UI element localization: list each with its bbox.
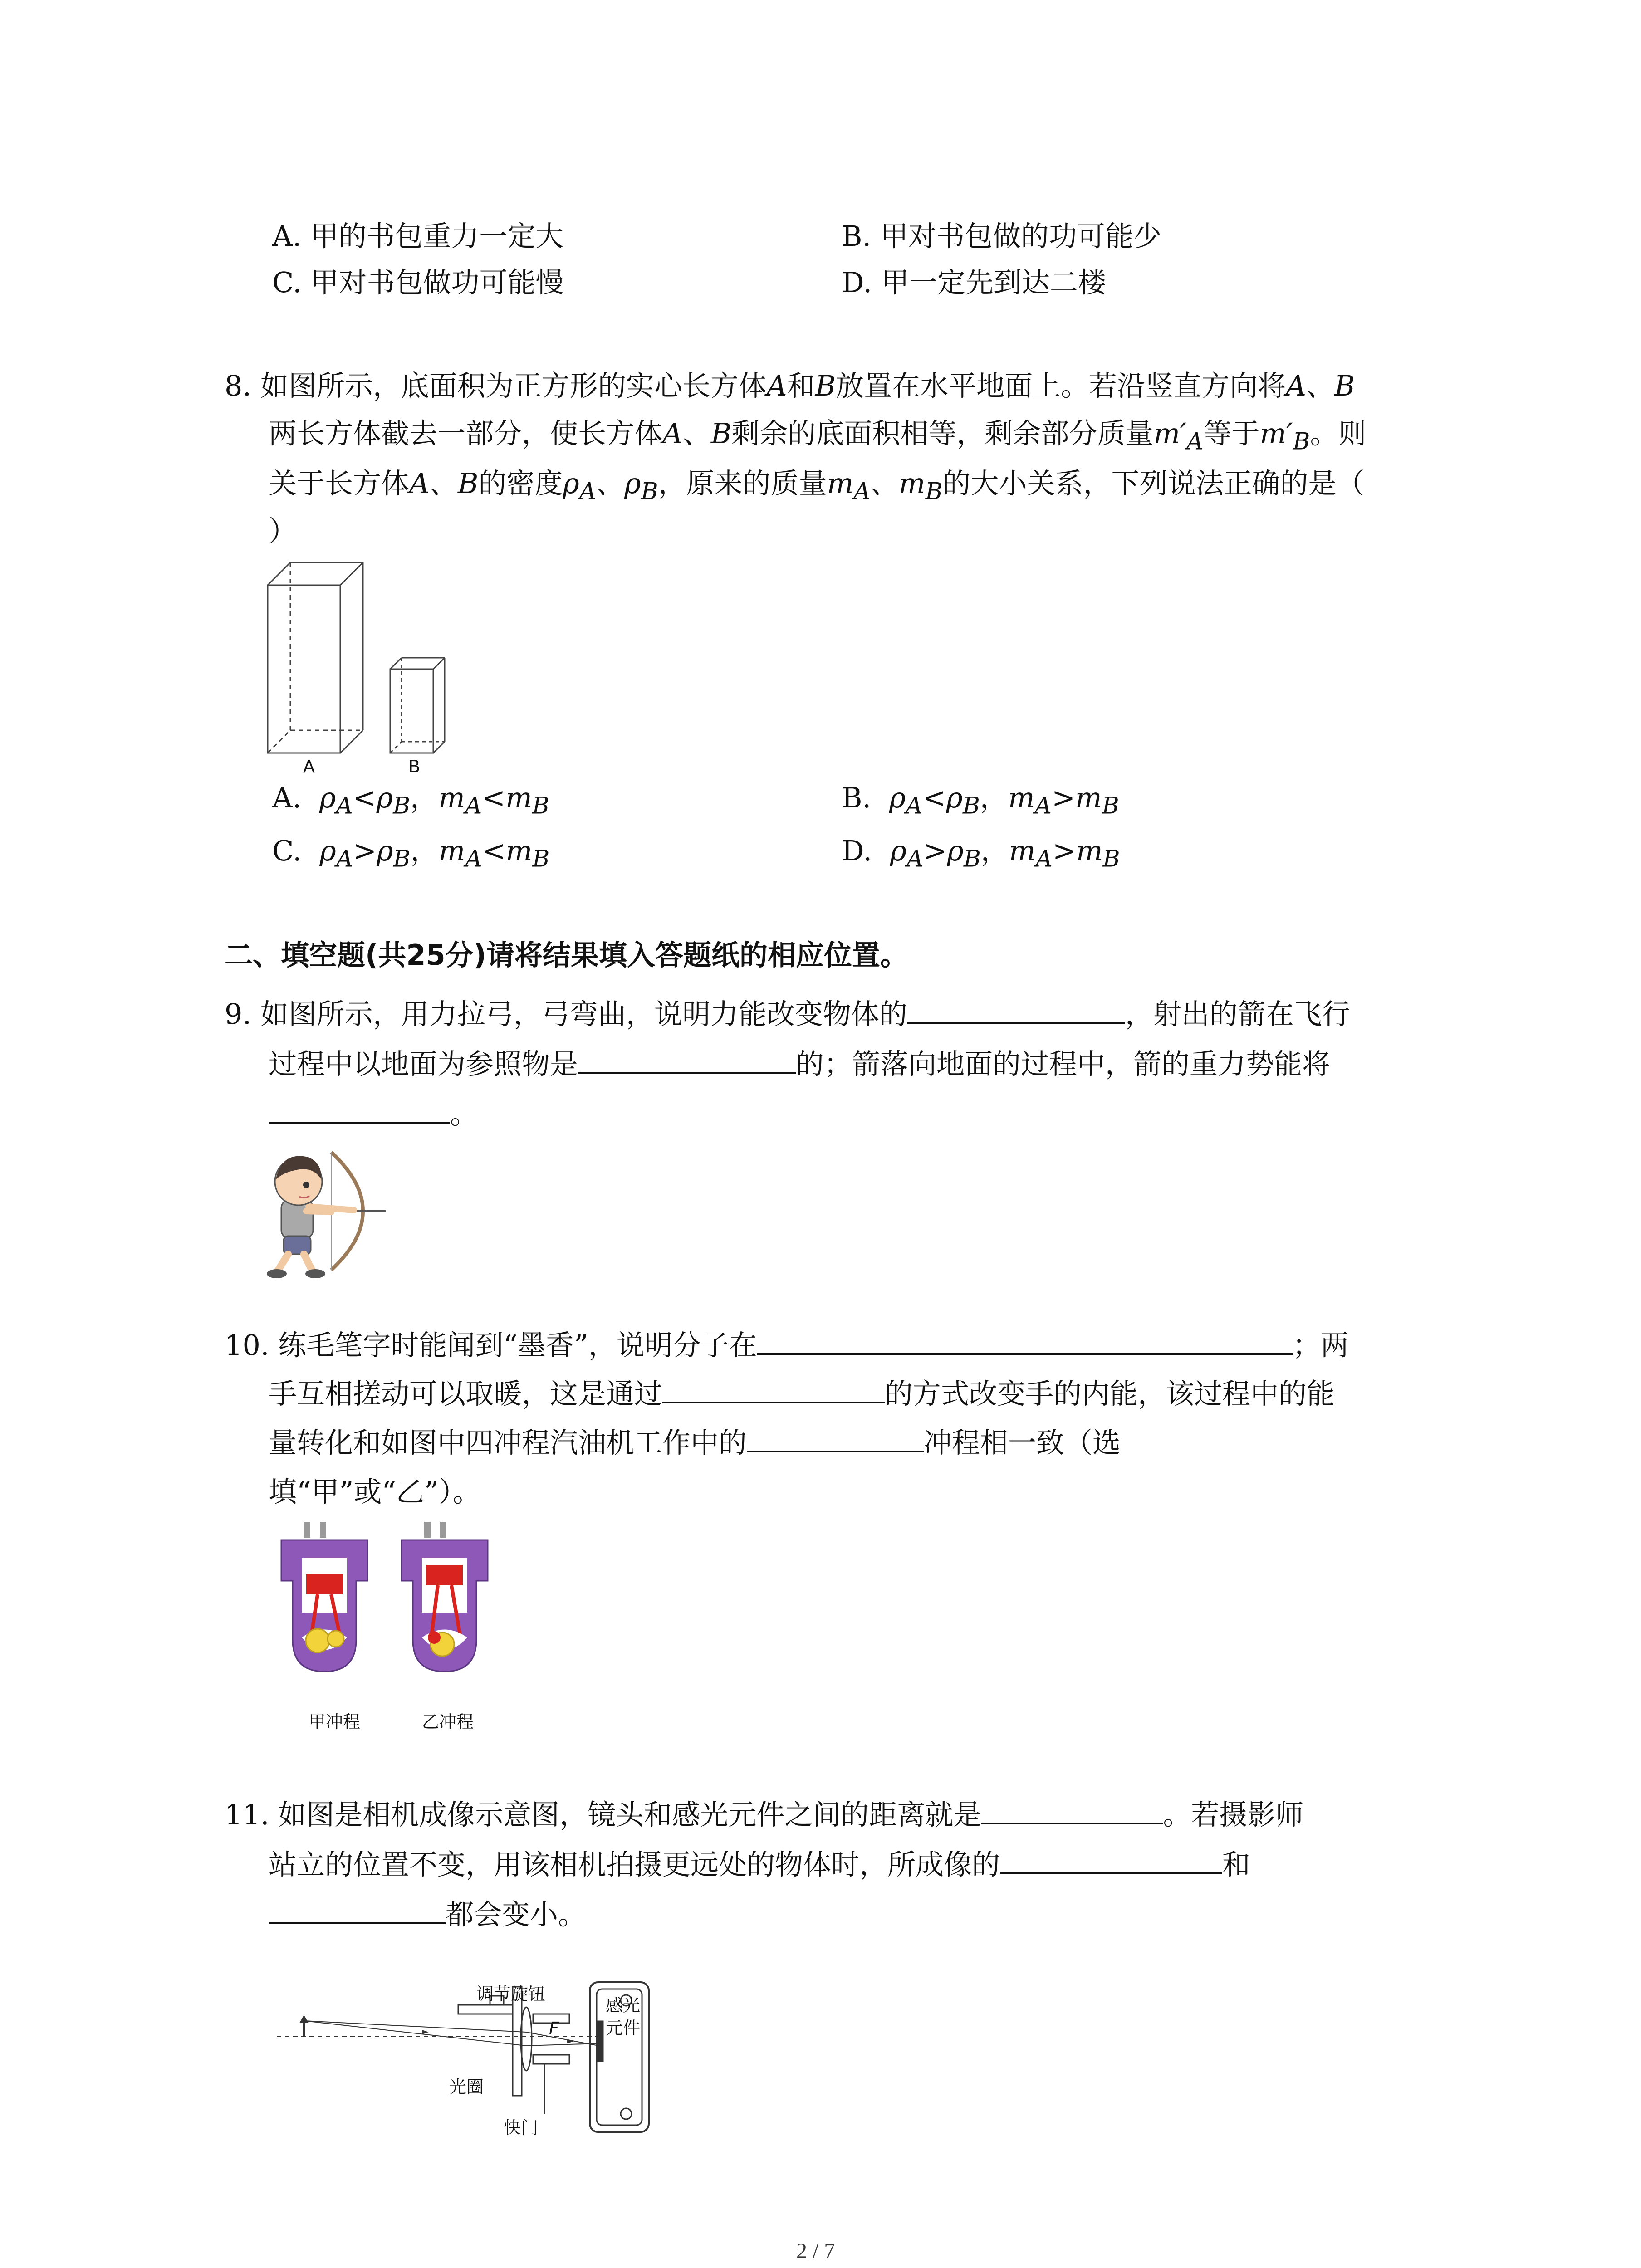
q8-line-4: ） bbox=[269, 514, 297, 547]
q9-blank-3[interactable] bbox=[269, 1100, 450, 1124]
q8-option-a: A. $\rho_A<\rho_B$，$m_A<m_B$ bbox=[272, 781, 549, 820]
q11-blank-2[interactable] bbox=[1000, 1851, 1222, 1874]
q11-line-2: 站立的位置不变，用该相机拍摄更远处的物体时，所成像的 和 bbox=[269, 1848, 1251, 1881]
q11-line-1: 11. 如图是相机成像示意图，镜头和感光元件之间的距离就是 。若摄影师 bbox=[225, 1798, 1304, 1831]
q10-blank-1[interactable] bbox=[757, 1331, 1293, 1355]
q7-option-a: A. 甲的书包重力一定大 bbox=[272, 220, 564, 253]
engine-label-1: 甲冲程 bbox=[309, 1712, 361, 1732]
q8-option-d: D. $\rho_A>\rho_B$，$m_A>m_B$ bbox=[842, 834, 1120, 873]
camera-shutter-label: 快门 bbox=[504, 2118, 539, 2138]
engine-label-2: 乙冲程 bbox=[422, 1712, 474, 1732]
q9-line-2: 过程中以地面为参照物是 的；箭落向地面的过程中，箭的重力势能将 bbox=[269, 1047, 1331, 1080]
q9-line-3: 。 bbox=[269, 1100, 478, 1128]
camera-sensor-label-1: 感光 bbox=[606, 1995, 641, 2015]
q8-prisms-figure bbox=[263, 560, 463, 778]
camera-knob-label: 调节旋钮 bbox=[476, 1984, 546, 2004]
camera-sensor-label-2: 元件 bbox=[606, 2018, 641, 2038]
q8-line-2: 两长方体截去一部分，使长方体A、B剩余的底面积相等，剩余部分质量$m'_A$等于$m'_B$。则 bbox=[269, 417, 1367, 455]
q10-line-4: 填“甲”或“乙”）。 bbox=[269, 1475, 481, 1508]
q10-line-3: 量转化和如图中四冲程汽油机工作中的 冲程相一致（选 bbox=[269, 1426, 1121, 1459]
archer-figure bbox=[263, 1143, 390, 1279]
camera-aperture-label: 光圈 bbox=[449, 2077, 484, 2097]
q9-blank-2[interactable] bbox=[578, 1050, 796, 1074]
q9-blank-1[interactable] bbox=[907, 1000, 1125, 1024]
prism-b-front bbox=[390, 669, 433, 753]
q9-line-1: 9. 如图所示，用力拉弓，弓弯曲，说明力能改变物体的 ，射出的箭在飞行 bbox=[225, 997, 1350, 1031]
camera-focus-label: F bbox=[549, 2019, 559, 2038]
q8-option-c: C. $\rho_A>\rho_B$，$m_A<m_B$ bbox=[272, 834, 550, 873]
prism-b-label: B bbox=[408, 757, 421, 777]
engine-stroke-2 bbox=[402, 1522, 488, 1672]
prism-a-label: A bbox=[303, 757, 315, 777]
q10-line-2: 手互相搓动可以取暖，这是通过 的方式改变手的内能，该过程中的能 bbox=[269, 1377, 1335, 1410]
q10-line-1: 10. 练毛笔字时能闻到“墨香”，说明分子在 ；两 bbox=[225, 1329, 1349, 1362]
q8-option-b: B. $\rho_A<\rho_B$，$m_A>m_B$ bbox=[842, 781, 1119, 820]
q11-blank-3[interactable] bbox=[269, 1901, 446, 1924]
prism-a-front bbox=[268, 585, 340, 753]
engine-strokes-figure bbox=[277, 1522, 499, 1712]
page-number: 2 / 7 bbox=[796, 2239, 835, 2263]
q10-blank-2[interactable] bbox=[662, 1380, 885, 1403]
q7-option-d: D. 甲一定先到达二楼 bbox=[842, 266, 1106, 299]
q7-option-c: C. 甲对书包做功可能慢 bbox=[272, 266, 564, 299]
section-2-heading: 二、填空题(共25分)请将结果填入答题纸的相应位置。 bbox=[225, 938, 908, 972]
q11-blank-1[interactable] bbox=[981, 1801, 1163, 1824]
q11-line-3: 都会变小。 bbox=[269, 1901, 586, 1929]
q7-option-b: B. 甲对书包做的功可能少 bbox=[842, 220, 1161, 253]
engine-stroke-1 bbox=[281, 1522, 367, 1672]
q10-blank-3[interactable] bbox=[747, 1429, 924, 1452]
q8-line-1: 8. 如图所示，底面积为正方形的实心长方体A和B放置在水平地面上。若沿竖直方向将A、B bbox=[225, 369, 1355, 402]
q8-line-3: 关于长方体A、B的密度$\rho_A$、$\rho_B$，原来的质量$m_A$、$m_B$的大小关系，下列说法正确的是（ bbox=[269, 467, 1365, 505]
